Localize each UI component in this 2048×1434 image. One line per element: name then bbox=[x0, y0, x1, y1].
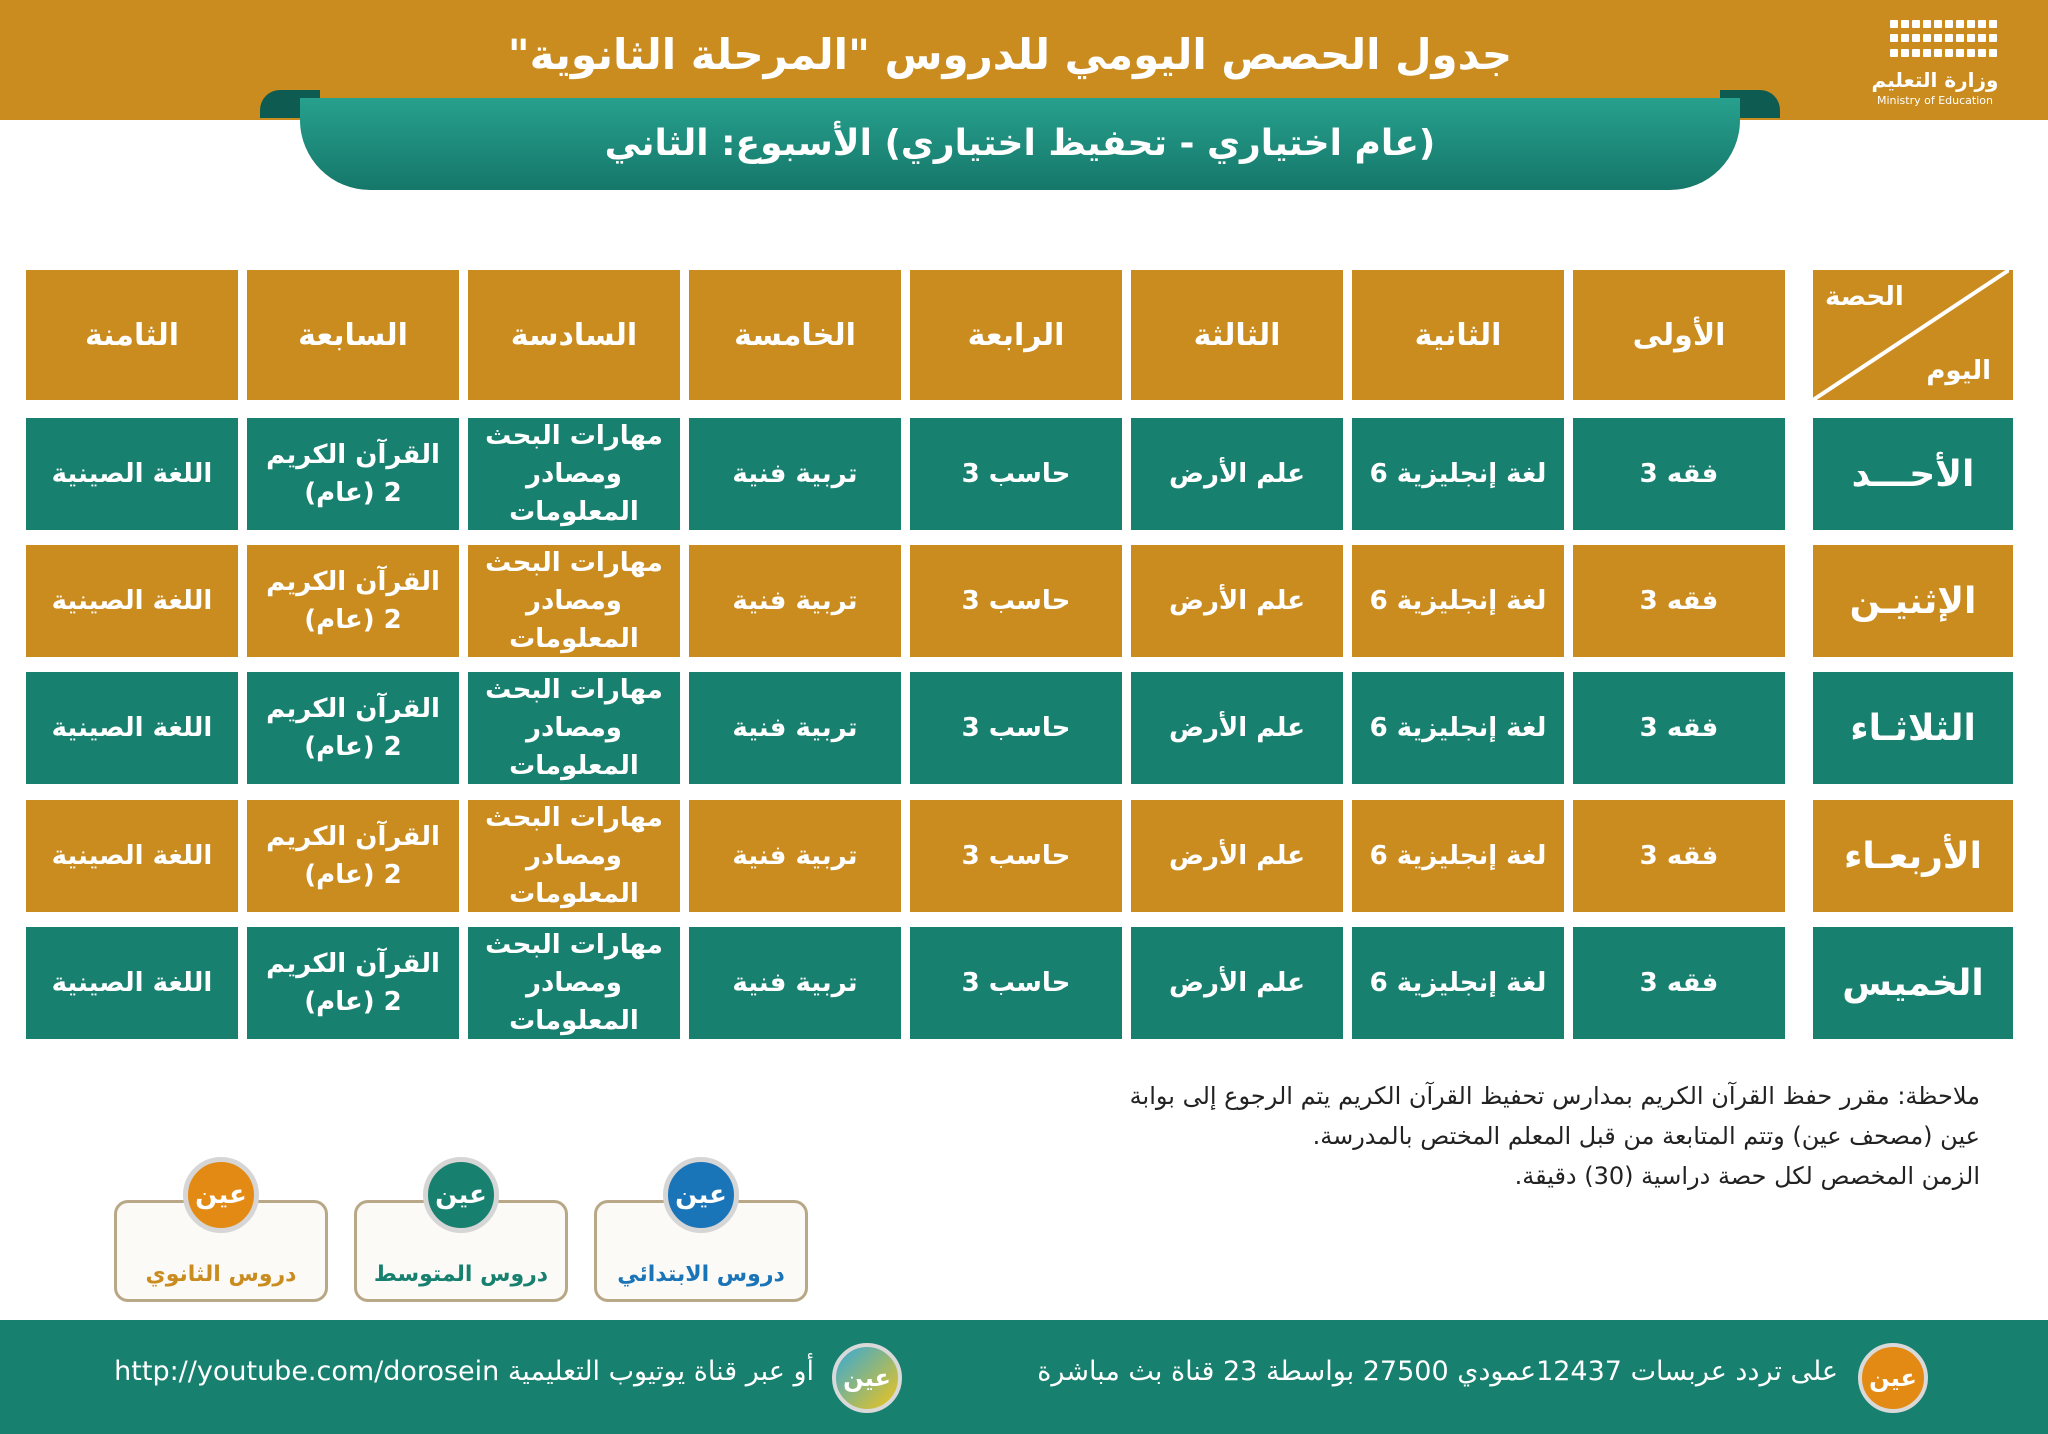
ain-logo-icon: عين bbox=[183, 1157, 259, 1233]
schedule-cell: علم الأرض bbox=[1131, 927, 1343, 1039]
notes bbox=[940, 1076, 1980, 1196]
channel-label: دروس الابتدائي bbox=[617, 1262, 785, 1287]
broadcast-info: على تردد عربسات 12437عمودي 27500 بواسطة 23 قناة بث مباشرة bbox=[1037, 1356, 1838, 1387]
period-header: الرابعة bbox=[910, 270, 1122, 400]
schedule-cell: اللغة الصينية bbox=[26, 927, 238, 1039]
schedule-cell: مهارات البحث ومصادر المعلومات bbox=[468, 545, 680, 657]
schedule-cell: تربية فنية bbox=[689, 927, 901, 1039]
schedule-cell: اللغة الصينية bbox=[26, 672, 238, 784]
ministry-name-ar: وزارة التعليم bbox=[1871, 68, 1999, 92]
note-line: ملاحظة: مقرر حفظ القرآن الكريم بمدارس تحفيظ القرآن الكريم يتم الرجوع إلى بوابة bbox=[1129, 1082, 1980, 1110]
schedule-cell: القرآن الكريم 2 (عام) bbox=[247, 672, 459, 784]
schedule-cell: مهارات البحث ومصادر المعلومات bbox=[468, 927, 680, 1039]
schedule-cell: اللغة الصينية bbox=[26, 800, 238, 912]
ministry-logo bbox=[1830, 18, 2030, 108]
ministry-logo-icon bbox=[1890, 20, 2002, 60]
schedule-cell: حاسب 3 bbox=[910, 800, 1122, 912]
schedule-cell: علم الأرض bbox=[1131, 418, 1343, 530]
schedule-cell: تربية فنية bbox=[689, 418, 901, 530]
period-header: السابعة bbox=[247, 270, 459, 400]
channel-label: دروس المتوسط bbox=[373, 1262, 549, 1287]
subtitle: (عام اختياري - تحفيظ اختياري) الأسبوع: الثاني bbox=[604, 123, 1436, 164]
schedule-cell: حاسب 3 bbox=[910, 545, 1122, 657]
period-header: السادسة bbox=[468, 270, 680, 400]
day-label: الأحـــد bbox=[1813, 418, 2013, 530]
schedule-cell: لغة إنجليزية 6 bbox=[1352, 927, 1564, 1039]
schedule-cell: تربية فنية bbox=[689, 545, 901, 657]
corner-label-day: اليوم bbox=[1926, 356, 1991, 386]
day-label: الخميس bbox=[1813, 927, 2013, 1039]
channel-card-intermediate[interactable] bbox=[354, 1180, 568, 1302]
period-header: الأولى bbox=[1573, 270, 1785, 400]
schedule-cell: لغة إنجليزية 6 bbox=[1352, 800, 1564, 912]
schedule-table bbox=[28, 270, 2013, 1050]
channel-card-secondary[interactable] bbox=[114, 1180, 328, 1302]
schedule-cell: مهارات البحث ومصادر المعلومات bbox=[468, 418, 680, 530]
schedule-cell: فقه 3 bbox=[1573, 927, 1785, 1039]
period-header: الثامنة bbox=[26, 270, 238, 400]
day-label: الأربعـاء bbox=[1813, 800, 2013, 912]
ain-logo-icon: عين bbox=[423, 1157, 499, 1233]
period-header: الثانية bbox=[1352, 270, 1564, 400]
schedule-cell: مهارات البحث ومصادر المعلومات bbox=[468, 800, 680, 912]
channel-card-primary[interactable] bbox=[594, 1180, 808, 1302]
day-label: الثلاثـاء bbox=[1813, 672, 2013, 784]
schedule-cell: اللغة الصينية bbox=[26, 418, 238, 530]
schedule-cell: اللغة الصينية bbox=[26, 545, 238, 657]
youtube-ain-logo-icon: عين bbox=[832, 1343, 902, 1413]
schedule-cell: فقه 3 bbox=[1573, 418, 1785, 530]
schedule-cell: حاسب 3 bbox=[910, 927, 1122, 1039]
ain-logo-icon: عين bbox=[663, 1157, 739, 1233]
schedule-cell: تربية فنية bbox=[689, 800, 901, 912]
corner-label-period: الحصة bbox=[1825, 282, 1904, 312]
page-title: جدول الحصص اليومي للدروس "المرحلة الثانوية" bbox=[507, 30, 1513, 79]
schedule-cell: حاسب 3 bbox=[910, 672, 1122, 784]
ain-logo-icon: عين bbox=[1858, 1343, 1928, 1413]
schedule-cell: لغة إنجليزية 6 bbox=[1352, 672, 1564, 784]
ministry-name-en: Ministry of Education bbox=[1876, 94, 1993, 107]
schedule-cell: القرآن الكريم 2 (عام) bbox=[247, 927, 459, 1039]
period-header: الثالثة bbox=[1131, 270, 1343, 400]
day-label: الإثنيـن bbox=[1813, 545, 2013, 657]
channel-label: دروس الثانوي bbox=[145, 1262, 297, 1287]
schedule-cell: فقه 3 bbox=[1573, 800, 1785, 912]
schedule-cell: مهارات البحث ومصادر المعلومات bbox=[468, 672, 680, 784]
schedule-cell: فقه 3 bbox=[1573, 545, 1785, 657]
schedule-cell: لغة إنجليزية 6 bbox=[1352, 545, 1564, 657]
schedule-cell: لغة إنجليزية 6 bbox=[1352, 418, 1564, 530]
schedule-cell: القرآن الكريم 2 (عام) bbox=[247, 418, 459, 530]
youtube-link[interactable]: أو عبر قناة يوتيوب التعليمية http://youtube.com/dorosein bbox=[114, 1356, 814, 1387]
schedule-cell: علم الأرض bbox=[1131, 672, 1343, 784]
schedule-cell: تربية فنية bbox=[689, 672, 901, 784]
schedule-cell: فقه 3 bbox=[1573, 672, 1785, 784]
subtitle-ribbon bbox=[240, 90, 1800, 200]
period-header: الخامسة bbox=[689, 270, 901, 400]
schedule-cell: القرآن الكريم 2 (عام) bbox=[247, 800, 459, 912]
schedule-cell: القرآن الكريم 2 (عام) bbox=[247, 545, 459, 657]
schedule-cell: علم الأرض bbox=[1131, 545, 1343, 657]
schedule-cell: علم الأرض bbox=[1131, 800, 1343, 912]
note-line: عين (مصحف عين) وتتم المتابعة من قبل المعلم المختص بالمدرسة. bbox=[1312, 1122, 1980, 1150]
schedule-cell: حاسب 3 bbox=[910, 418, 1122, 530]
footer-bar bbox=[0, 1320, 2048, 1434]
note-line: الزمن المخصص لكل حصة دراسية (30) دقيقة. bbox=[1514, 1162, 1980, 1190]
table-corner-header bbox=[1813, 270, 2013, 400]
